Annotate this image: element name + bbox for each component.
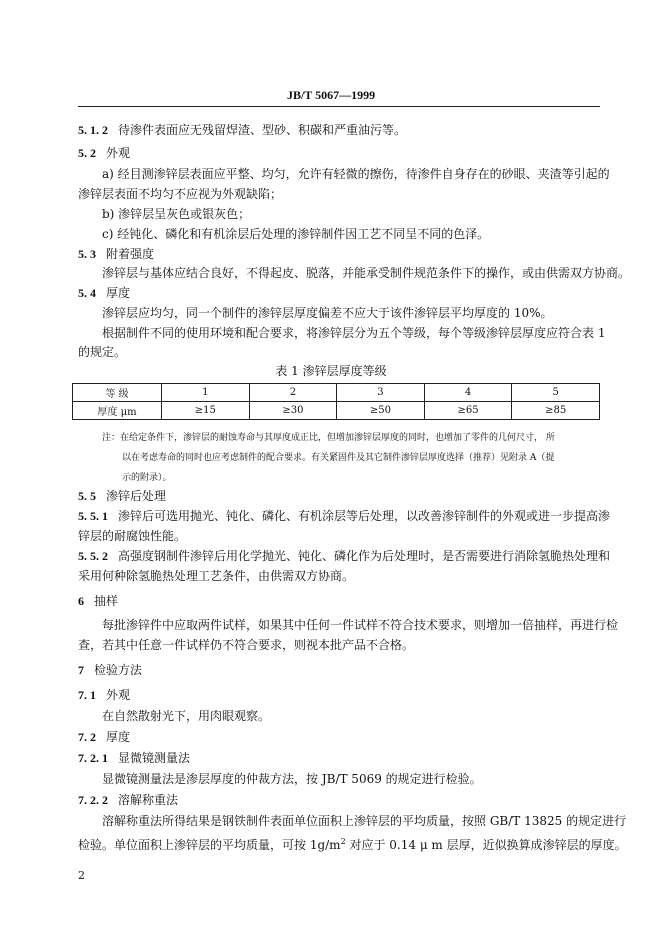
paragraph-6-1: 每批渗锌件中应取两件试样，如果其中任何一件试样不符合技术要求，则增加一倍抽样，再进行检 [102,618,619,632]
thickness-cell: ≥15 [162,402,250,420]
paragraph-5-4-2-cont: 的规定。 [78,345,127,359]
thickness-cell: ≥85 [512,402,600,420]
clause-7-2-1 [78,750,662,766]
paragraph-5-2-a-2: 渗锌层表面不均匀不应视为外观缺陷； [78,187,283,201]
clause-number: 7. 2. 2 [78,793,108,807]
clause-title: 溶解称重法 [118,793,179,807]
clause-number: 7. 1 [78,688,96,702]
clause-text: 渗锌后可选用抛光、钝化、磷化、有机涂层等后处理，以改善渗锌制件的外观或进一步提高渗 [118,509,611,523]
clause-5-5 [78,488,662,504]
grade-cell: 5 [512,384,600,402]
paragraph-7-2-2-1: 溶解称重法所得结果是钢铁制件表面单位面积上渗锌层的平均质量，按照 GB/T 13825 的规定进行 [102,814,627,828]
clause-number: 5. 2 [78,146,96,160]
thickness-grade-table [72,383,600,420]
clause-5-5-2 [78,548,662,564]
clause-title: 厚度 [106,286,131,300]
paragraph-7-2-2-2 [78,834,662,853]
clause-title: 厚度 [106,730,131,744]
clause-5-5-2-cont: 采用何种除氢脆热处理工艺条件，由供需双方协商。 [78,569,355,583]
paragraph-5-3: 渗锌层与基体应结合良好，不得起皮、脱落，并能承受制件规范条件下的操作，或由供需双方协商。 [102,266,631,280]
clause-title: 附着强度 [106,247,155,261]
clause-number: 7. 2 [78,730,96,744]
clause-5-4 [78,285,662,301]
thickness-row-label: 厚度 μm [73,402,162,420]
clause-5-5-1 [78,508,662,524]
clause-number: 5. 5. 1 [78,509,108,523]
clause-number: 5. 3 [78,247,96,261]
grade-cell: 3 [337,384,425,402]
text-segment: 检验。单位面积上渗锌层的平均质量，可按 1g/m [78,838,341,852]
grade-cell: 2 [249,384,337,402]
thickness-cell: ≥65 [424,402,512,420]
paragraph-5-4-1: 渗锌层应均匀，同一个制件的渗锌层厚度偏差不应大于该件渗锌层平均厚度的 10%。 [102,306,553,320]
clause-5-5-1-cont: 锌层的耐腐蚀性能。 [78,529,187,543]
paragraph-6-2: 查，若其中任意一件试样仍不符合要求，则视本批产品不合格。 [78,638,415,652]
clause-7-1 [78,687,662,703]
clause-text: 高强度钢制件渗锌后用化学抛光、钝化、磷化作为后处理时，是否需要进行消除氢脆热处理和 [118,549,611,563]
clause-number: 6 [78,594,84,608]
grade-row-label: 等 级 [73,384,162,402]
clause-title: 渗锌后处理 [106,489,167,503]
table-note-line-2: 以在考虑寿命的同时也应考虑制件的配合要求。有关紧固件及其它制件渗锌层厚度选择（推荐）见附录 A（提 [122,453,555,463]
page-number: 2 [78,869,85,882]
clause-title: 抽样 [94,594,119,608]
clause-7 [78,662,662,678]
clause-text: 待渗件表面应无残留焊渣、型砂、积碳和严重油污等。 [118,123,407,137]
table-row [73,384,600,402]
thickness-cell: ≥50 [337,402,425,420]
clause-5-3 [78,246,662,262]
clause-title: 外观 [106,146,131,160]
clause-number: 5. 4 [78,286,96,300]
paragraph-5-2-a-1: a) 经目测渗锌层表面应平整、均匀，允许有轻微的擦伤，待渗件自身存在的砂眼、夹渣等引起的 [102,167,610,181]
clause-number: 5. 1. 2 [78,123,108,137]
standard-code-header: JB/T 5067—1999 [286,88,376,102]
table-title: 表 1 渗锌层厚度等级 [275,364,387,378]
header-rule [78,106,600,107]
paragraph-7-2-1: 显微镜测量法是渗层厚度的仲裁方法，按 JB/T 5069 的规定进行检验。 [102,772,482,786]
clause-title: 显微镜测量法 [118,751,191,765]
clause-number: 7. 2. 1 [78,751,108,765]
clause-7-2-2 [78,792,662,808]
paragraph-5-2-c: c) 经钝化、磷化和有机涂层后处理的渗锌制件因工艺不同呈不同的色泽。 [102,227,490,241]
paragraph-5-2-b: b) 渗锌层呈灰色或银灰色； [102,207,251,221]
superscript: 2 [340,837,346,846]
clause-number: 5. 5 [78,489,96,503]
clause-6 [78,593,662,609]
clause-5-2 [78,145,662,161]
table-note-line-1: 注：在给定条件下，渗锌层的耐蚀寿命与其厚度成正比，但增加渗锌层厚度的同时，也增加了零件的几何尺寸， 所 [102,433,555,443]
clause-title: 外观 [106,688,131,702]
clause-7-2 [78,729,662,745]
paragraph-7-1: 在自然散射光下，用肉眼观察。 [102,709,271,723]
clause-number: 5. 5. 2 [78,549,108,563]
clause-number: 7 [78,663,84,677]
clause-title: 检验方法 [94,663,143,677]
thickness-cell: ≥30 [249,402,337,420]
paragraph-5-4-2: 根据制件不同的使用环境和配合要求，将渗锌层分为五个等级，每个等级渗锌层厚度应符合表 1 [102,326,606,340]
text-segment: 对应于 0.14 μ m 层厚，近似换算成渗锌层的厚度。 [345,838,627,852]
grade-cell: 4 [424,384,512,402]
table-note-line-3: 示的附录）。 [122,473,172,483]
clause-5-1-2 [78,122,662,138]
table-row [73,402,600,420]
grade-cell: 1 [162,384,250,402]
